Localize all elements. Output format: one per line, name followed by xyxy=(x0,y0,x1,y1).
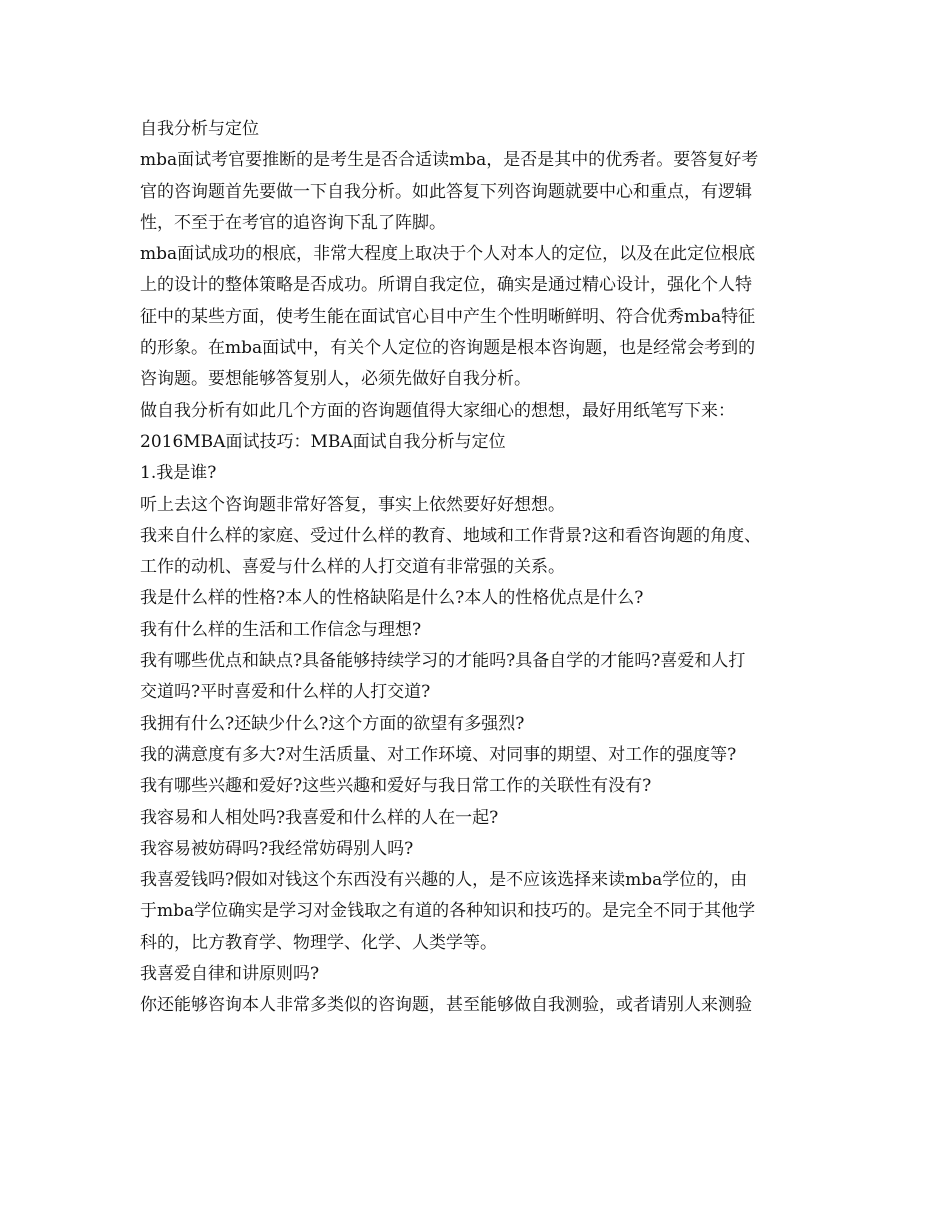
text-line: 的形象。在mba面试中，有关个人定位的咨询题是根本咨询题，也是经常会考到的 xyxy=(140,338,756,359)
text-line: 官的咨询题首先要做一下自我分析。如此答复下列咨询题就要中心和重点，有逻辑 xyxy=(140,181,752,202)
paragraph xyxy=(140,865,820,959)
paragraph xyxy=(140,740,820,771)
paragraph-intro xyxy=(140,145,820,239)
text-line: 我有哪些兴趣和爱好?这些兴趣和爱好与我日常工作的关联性有没有? xyxy=(140,776,652,797)
text-line: 于mba学位确实是学习对金钱取之有道的各种知识和技巧的。是完全不同于其他学 xyxy=(140,901,756,922)
text-line: 我有哪些优点和缺点?具备能够持续学习的才能吗?具备自学的才能吗?喜爱和人打 xyxy=(140,651,746,672)
subtitle-paragraph xyxy=(140,427,820,458)
text-line: 工作的动机、喜爱与什么样的人打交道有非常强的关系。 xyxy=(140,557,565,578)
text-line: 上的设计的整体策略是否成功。所谓自我定位，确实是通过精心设计，强化个人特 xyxy=(140,275,752,296)
text-line: 做自我分析有如此几个方面的咨询题值得大家细心的想想，最好用纸笔写下来： xyxy=(140,400,735,421)
document-body xyxy=(140,114,820,1022)
text-line: 咨询题。要想能够答复别人，必须先做好自我分析。 xyxy=(140,369,531,390)
subtitle: 2016MBA面试技巧：MBA面试自我分析与定位 xyxy=(140,431,506,452)
question-heading-paragraph xyxy=(140,458,820,489)
text-line: 我是什么样的性格?本人的性格缺陷是什么?本人的性格优点是什么? xyxy=(140,588,644,609)
text-line: 征中的某些方面，使考生能在面试官心目中产生个性明晰鲜明、符合优秀mba特征 xyxy=(140,306,756,327)
text-line: 你还能够咨询本人非常多类似的咨询题，甚至能够做自我测验，或者请别人来测验 xyxy=(140,995,752,1016)
text-line: 我喜爱钱吗?假如对钱这个东西没有兴趣的人，是不应该选择来读mba学位的，由 xyxy=(140,870,748,891)
text-line: 性，不至于在考官的追咨询下乱了阵脚。 xyxy=(140,212,446,233)
paragraph xyxy=(140,490,820,521)
section-title: 自我分析与定位 xyxy=(140,119,259,139)
paragraph xyxy=(140,834,820,865)
paragraph xyxy=(140,646,820,709)
question-heading: 1.我是谁? xyxy=(140,463,217,484)
paragraph xyxy=(140,521,820,584)
text-line: 交道吗?平时喜爱和什么样的人打交道? xyxy=(140,682,431,703)
text-line: 我的满意度有多大?对生活质量、对工作环境、对同事的期望、对工作的强度等? xyxy=(140,744,737,765)
paragraph xyxy=(140,959,820,990)
paragraph xyxy=(140,771,820,802)
text-line: 我拥有什么?还缺少什么?这个方面的欲望有多强烈? xyxy=(140,713,525,734)
paragraph xyxy=(140,709,820,740)
text-line: 我来自什么样的家庭、受过什么样的教育、地域和工作背景?这和看咨询题的角度、 xyxy=(140,525,762,546)
paragraph xyxy=(140,615,820,646)
text-line: 我有什么样的生活和工作信念与理想? xyxy=(140,619,422,640)
paragraph xyxy=(140,990,820,1021)
text-line: 我容易和人相处吗?我喜爱和什么样的人在一起? xyxy=(140,807,499,828)
text-line: mba面试成功的根底，非常大程度上取决于个人对本人的定位，以及在此定位根底 xyxy=(140,244,756,265)
paragraph-positioning xyxy=(140,239,820,395)
text-line: 科的，比方教育学、物理学、化学、人类学等。 xyxy=(140,932,497,953)
section-title-paragraph xyxy=(140,114,820,145)
paragraph xyxy=(140,583,820,614)
paragraph-self-analysis xyxy=(140,396,820,427)
text-line: 听上去这个咨询题非常好答复，事实上依然要好好想想。 xyxy=(140,494,565,515)
text-line: 我喜爱自律和讲原则吗? xyxy=(140,964,320,985)
text-line: mba面试考官要推断的是考生是否合适读mba，是否是其中的优秀者。要答复好考 xyxy=(140,150,759,171)
paragraph xyxy=(140,803,820,834)
text-line: 我容易被妨碍吗?我经常妨碍别人吗? xyxy=(140,838,414,859)
